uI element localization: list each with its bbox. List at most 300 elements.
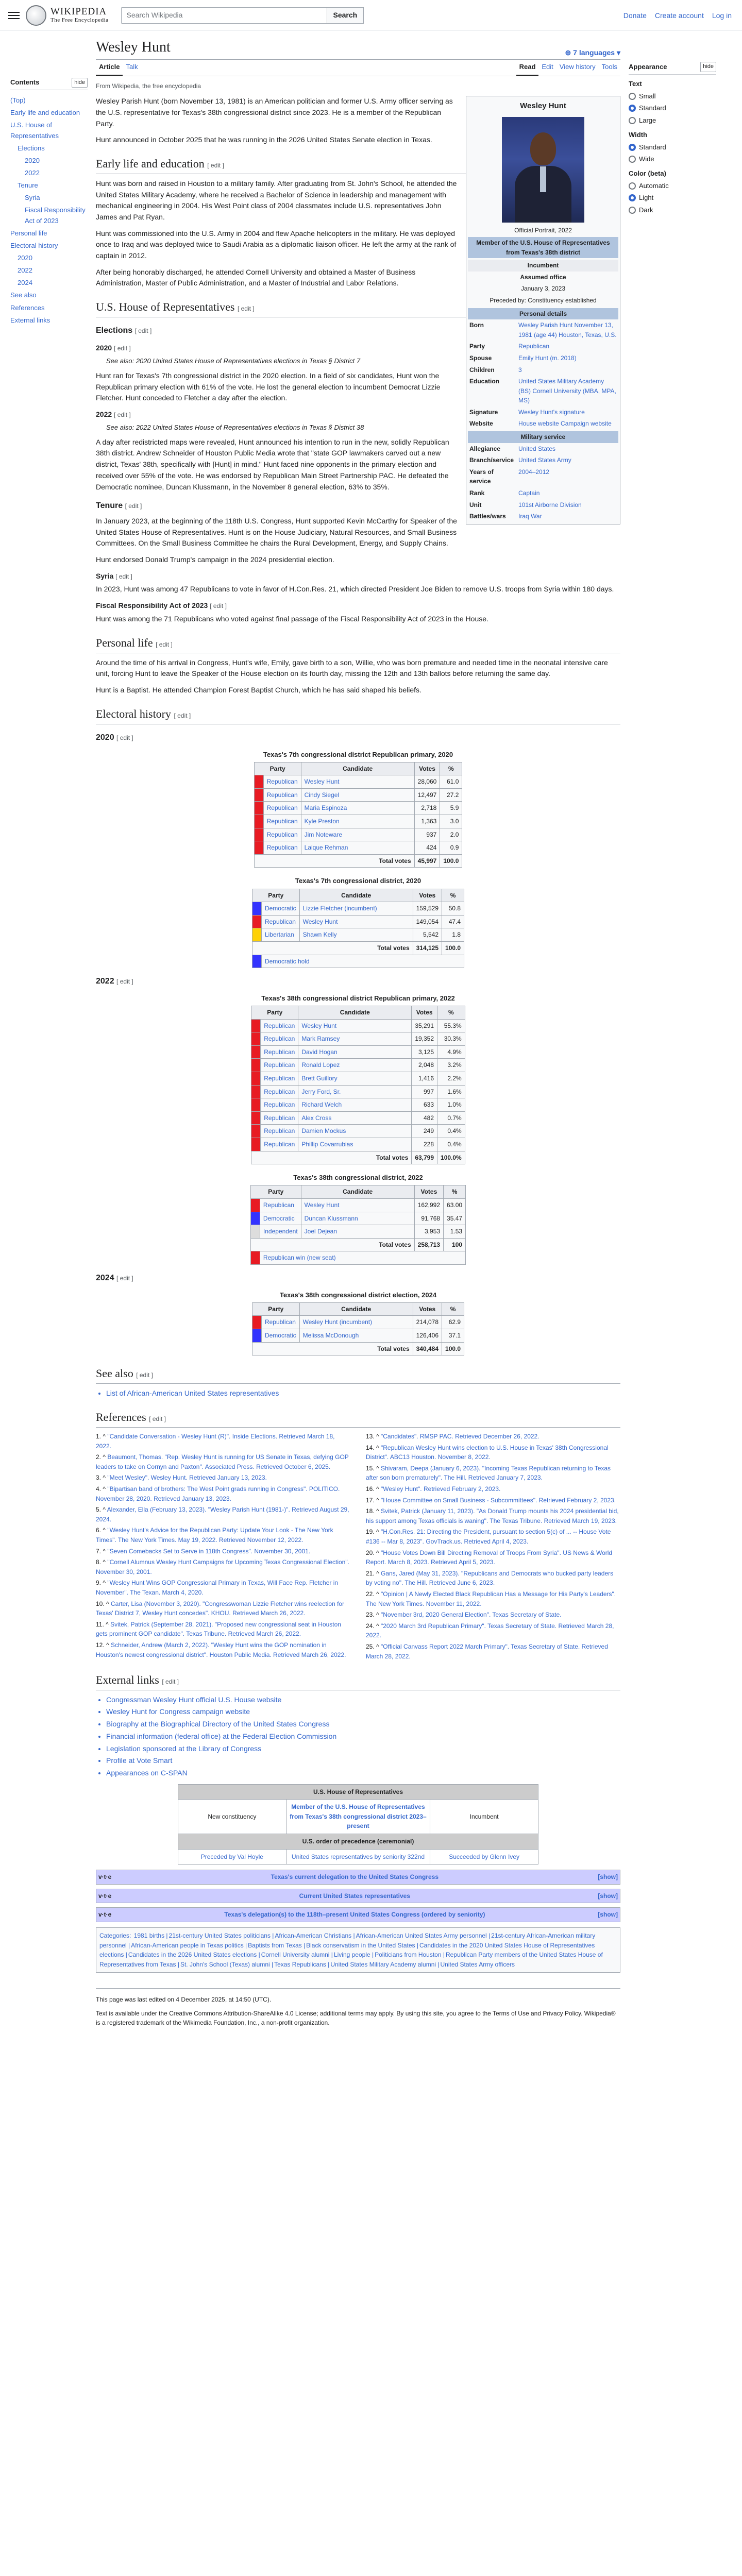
infobox-value[interactable]: Iraq War <box>518 513 542 520</box>
lead-paragraph-2: Hunt announced in October 2025 that he was running in the 2026 United States Senate election in Texas. <box>96 135 432 144</box>
user-link[interactable]: Create account <box>654 11 704 20</box>
category-link[interactable]: Texas Republicans | <box>274 1960 330 1968</box>
infobox-value[interactable]: Wesley Hunt's signature <box>518 408 585 416</box>
appearance-option[interactable] <box>629 103 716 113</box>
edit-link[interactable]: [ edit ] <box>207 161 224 169</box>
tab-tools[interactable]: Tools <box>601 63 617 71</box>
toc-item[interactable]: Tenure <box>18 181 38 190</box>
candidate-cell[interactable]: Wesley Hunt <box>301 775 414 789</box>
infobox-row <box>468 487 618 499</box>
edit-link[interactable]: [ edit ] <box>149 1415 166 1422</box>
candidate-cell[interactable]: Phillip Covarrubias <box>298 1138 412 1151</box>
infobox-value[interactable]: House website Campaign website <box>518 420 612 428</box>
percent-cell: 61.0 <box>440 775 462 789</box>
party-cell[interactable]: Republican <box>261 1019 298 1032</box>
percent-cell: 0.9 <box>440 841 462 855</box>
hatnote[interactable]: See also: 2020 United States House of Representatives elections in Texas § District 7 <box>106 357 361 365</box>
appearance-option[interactable] <box>629 115 716 126</box>
reference-number: 2. ^ <box>96 1453 108 1461</box>
reference-number: 24. ^ <box>366 1622 381 1630</box>
table-row <box>252 1329 464 1343</box>
toc-item[interactable]: (Top) <box>10 96 26 105</box>
edit-link[interactable]: [ edit ] <box>114 411 131 418</box>
external-link[interactable]: • Financial information (federal office) at the Federal Election Commission <box>106 1731 620 1742</box>
party-cell[interactable]: Republican <box>261 1085 298 1098</box>
table-row <box>250 1225 465 1239</box>
table-row <box>251 1085 465 1098</box>
candidate-cell[interactable]: Melissa McDonough <box>299 1329 413 1343</box>
party-cell[interactable]: Republican <box>261 1125 298 1138</box>
party-color-swatch <box>254 788 263 802</box>
edit-link[interactable]: [ edit ] <box>116 978 133 986</box>
infobox-value[interactable]: United States Army <box>518 456 571 464</box>
hold-label[interactable]: Republican win (new seat) <box>260 1251 465 1265</box>
precedence-next[interactable]: Succeeded by Glenn Ivey <box>430 1849 538 1865</box>
candidate-cell[interactable]: Laique Rehman <box>301 841 414 855</box>
party-cell[interactable]: Republican <box>260 1198 301 1212</box>
party-cell[interactable]: Democratic <box>261 902 299 916</box>
votes-cell: 3,125 <box>412 1045 437 1059</box>
edit-link[interactable]: [ edit ] <box>162 1677 179 1685</box>
personal-paragraph: Hunt is a Baptist. He attended Champion Forest Baptist Church, which he has said shaped his beliefs. <box>96 685 421 694</box>
hold-row <box>252 955 464 968</box>
candidate-cell[interactable]: Shawn Kelly <box>299 928 413 942</box>
infobox-value[interactable]: 101st Airborne Division <box>518 501 582 509</box>
edit-link[interactable]: [ edit ] <box>210 602 227 610</box>
page-title: Wesley Hunt <box>96 39 171 55</box>
reference-text[interactable]: "Seven Comebacks Set to Serve in 118th Congress". November 30, 2001. <box>107 1547 311 1555</box>
votes-cell: 249 <box>412 1125 437 1138</box>
edit-link[interactable]: [ edit ] <box>116 1274 133 1282</box>
tab-read[interactable]: Read <box>516 60 539 75</box>
infobox-value[interactable]: Republican <box>518 343 550 350</box>
reference-number: 22. ^ <box>366 1590 381 1598</box>
section-references: References [ edit ] <box>96 1409 620 1428</box>
reference-text[interactable]: "Candidates". RMSP PAC. Retrieved December 26, 2022. <box>380 1433 539 1440</box>
infobox-row <box>468 466 618 487</box>
category-link[interactable]: Politicians from Houston | <box>375 1951 445 1959</box>
category-link[interactable]: Candidates in the 2026 United States elections | <box>128 1951 260 1959</box>
infobox-value[interactable]: United States <box>518 445 556 452</box>
candidate-cell[interactable]: Duncan Klussmann <box>301 1212 414 1225</box>
reference-number: 20. ^ <box>366 1549 381 1556</box>
category-link[interactable]: African-American Christians | <box>275 1931 355 1939</box>
radio-icon[interactable] <box>629 93 636 100</box>
reference-text[interactable]: "Candidate Conversation - Wesley Hunt (R)". Inside Elections. Retrieved March 18, 2022. <box>96 1433 335 1450</box>
table-row <box>251 1072 465 1086</box>
reference-number: 11. ^ <box>96 1620 111 1628</box>
percent-cell: 1.53 <box>444 1225 466 1239</box>
categories-label[interactable]: Categories: <box>99 1931 133 1939</box>
category-link[interactable]: 21st-century African-American military personnel | <box>99 1931 596 1949</box>
appearance-option[interactable] <box>629 142 716 152</box>
navbox-title[interactable]: Texas's delegation(s) to the 118th–present United States Congress (ordered by seniority) <box>224 1911 485 1919</box>
edit-link[interactable]: [ edit ] <box>237 305 255 313</box>
portrait-image[interactable] <box>502 117 584 223</box>
percent-cell: 37.1 <box>442 1329 464 1343</box>
votes-cell: 126,406 <box>413 1329 442 1343</box>
table-row <box>251 1098 465 1112</box>
reference-text[interactable]: Schneider, Andrew (March 2, 2022). "Wesley Hunt wins the GOP nomination in Houston's newest congressional district". Houston Public Media. Retrieved March 26, 2022. <box>96 1641 346 1658</box>
heading-electoral-2020: 2020 [ edit ] <box>96 733 133 742</box>
party-cell[interactable]: Republican <box>261 1138 298 1151</box>
table-row <box>251 1125 465 1138</box>
see-also-link[interactable]: • List of African-American United States representatives <box>106 1388 620 1399</box>
category-link[interactable]: 1981 births | <box>133 1931 168 1939</box>
reference-text[interactable]: "Meet Wesley". Wesley Hunt. Retrieved January 13, 2023. <box>107 1474 267 1482</box>
total-row <box>251 1151 465 1164</box>
appearance-option[interactable] <box>629 205 716 215</box>
column-header: Candidate <box>301 1185 414 1199</box>
category-link[interactable]: Living people | <box>333 1951 374 1959</box>
toc-item[interactable]: See also <box>10 291 37 299</box>
candidate-cell[interactable]: Mark Ramsey <box>298 1032 412 1046</box>
candidate-cell[interactable]: Maria Espinoza <box>301 802 414 815</box>
column-header: Votes <box>414 1185 443 1199</box>
reference-number: 9. ^ <box>96 1579 108 1587</box>
appearance-title: Appearance <box>629 63 667 71</box>
radio-icon[interactable] <box>629 105 636 112</box>
infobox-value[interactable]: Emily Hunt (m. 2018) <box>518 354 577 362</box>
election-table <box>252 874 464 968</box>
party-cell[interactable]: Republican <box>261 1098 298 1112</box>
party-cell[interactable]: Democratic <box>261 1329 299 1343</box>
edit-link[interactable]: [ edit ] <box>134 327 152 335</box>
candidate-cell[interactable]: Wesley Hunt <box>299 915 413 928</box>
radio-icon[interactable] <box>629 194 636 201</box>
election-title: Texas's 7th congressional district Republican primary, 2020 <box>263 750 453 758</box>
total-label: Total votes <box>254 854 414 868</box>
reference-text[interactable]: "Republican Wesley Hunt wins election to U.S. House in Texas' 38th Congressional District". ABC13 Houston. November 8, 2022. <box>366 1444 609 1461</box>
toc-item[interactable]: Elections <box>18 144 45 152</box>
party-color-swatch <box>252 955 261 968</box>
globe-icon <box>26 5 46 26</box>
toc-item[interactable]: 2020 <box>25 156 40 164</box>
precedence-rank[interactable]: United States representatives by seniority 322nd <box>286 1849 430 1865</box>
reference-item <box>366 1432 620 1442</box>
party-cell[interactable]: Independent <box>260 1225 301 1239</box>
election-table <box>252 1288 464 1356</box>
infobox-label: Unit <box>469 501 482 509</box>
reference-number: 25. ^ <box>366 1642 381 1650</box>
party-cell[interactable]: Republican <box>261 1045 298 1059</box>
reference-item <box>96 1505 350 1524</box>
election-title: Texas's 38th congressional district Republican primary, 2022 <box>261 994 455 1002</box>
party-color-swatch <box>250 1212 260 1225</box>
subsection-elections: Elections [ edit ] <box>96 326 152 335</box>
party-color-swatch <box>251 1019 261 1032</box>
candidate-cell[interactable]: Wesley Hunt <box>301 1198 414 1212</box>
reference-text[interactable]: Alexander, Ella (February 13, 2023). "Wesley Parish Hunt (1981-)". Retrieved August 29, 2024. <box>96 1506 349 1523</box>
infobox-row <box>468 443 618 455</box>
radio-icon[interactable] <box>629 156 636 163</box>
category-link[interactable]: 21st-century United States politicians | <box>168 1931 274 1939</box>
reference-text[interactable]: "House Votes Down Bill Directing Removal of Troops From Syria". US News & World Report. March 8, 2023. Retrieved April 5, 2023. <box>366 1549 613 1566</box>
toc-item[interactable]: Early life and education <box>10 109 80 117</box>
toc-item[interactable]: 2020 <box>18 253 32 262</box>
party-color-swatch <box>252 915 261 928</box>
toc-item[interactable]: Syria <box>25 194 40 202</box>
toc-item[interactable]: External links <box>10 316 50 324</box>
navbox-show-button[interactable]: [show] <box>598 1892 618 1900</box>
edit-link[interactable]: [ edit ] <box>116 734 133 741</box>
total-votes: 314,125 <box>413 941 442 955</box>
infobox-value[interactable]: Wesley Parish Hunt November 13, 1981 (age 44) Houston, Texas, U.S. <box>518 321 617 338</box>
party-cell[interactable]: Republican <box>263 802 301 815</box>
radio-icon[interactable] <box>629 144 636 151</box>
category-link[interactable]: Republican Party members of the United States House of Representatives from Texas | <box>99 1951 603 1968</box>
heading-electoral-2022: 2022 [ edit ] <box>96 977 133 986</box>
infobox-label: Branch/service <box>469 456 514 464</box>
candidate-cell[interactable]: Ronald Lopez <box>298 1059 412 1072</box>
reference-number: 1. ^ <box>96 1433 108 1440</box>
category-link[interactable]: Black conservatism in the United States | <box>306 1941 418 1949</box>
reference-text[interactable]: "Opinion | A Newly Elected Black Republican Has a Message for His Party's Leaders". The New York Times. November 11, 2022. <box>366 1590 616 1607</box>
reference-text[interactable]: Svitek, Patrick (January 11, 2023). "As Donald Trump mounts his 2024 presidential bid, his support among Texas officials is waning". The Texas Tribune. Retrieved March 19, 2023. <box>366 1507 619 1524</box>
navbox-title[interactable]: Current United States representatives <box>299 1892 411 1900</box>
hold-row <box>250 1251 465 1265</box>
category-link[interactable]: African-American people in Texas politics | <box>131 1941 247 1949</box>
user-link[interactable]: Log in <box>712 11 732 20</box>
appearance-option[interactable] <box>629 193 716 203</box>
votes-cell: 5,542 <box>413 928 442 942</box>
party-cell[interactable]: Libertarian <box>261 928 299 942</box>
reference-text[interactable]: "House Committee on Small Business - Subcommittees". Retrieved February 2, 2023. <box>380 1496 616 1504</box>
edit-link[interactable]: [ edit ] <box>136 1371 153 1379</box>
column-header: % <box>442 1302 464 1316</box>
candidate-cell[interactable]: David Hogan <box>298 1045 412 1059</box>
party-cell[interactable]: Republican <box>263 828 301 841</box>
reference-text[interactable]: "Wesley Hunt's Advice for the Republican Party: Update Your Look - The New York Times". The New York Times. May 19, 2022. Retrieved November 12, 2022. <box>96 1527 333 1544</box>
reference-text[interactable]: "Wesley Hunt". Retrieved February 2, 2023. <box>380 1485 501 1493</box>
toc-item[interactable]: 2022 <box>18 266 32 275</box>
succession-office[interactable]: Member of the U.S. House of Representatives from Texas's 38th congressional district 2023–present <box>286 1800 430 1834</box>
total-row <box>252 1342 464 1355</box>
toc-hide-button[interactable]: hide <box>72 78 88 88</box>
candidate-cell[interactable]: Alex Cross <box>298 1111 412 1125</box>
column-header: Party <box>252 1302 299 1316</box>
total-label: Total votes <box>252 1342 413 1355</box>
appearance-hide-button[interactable]: hide <box>700 62 716 72</box>
reference-item <box>96 1452 350 1471</box>
candidate-cell[interactable]: Damien Mockus <box>298 1125 412 1138</box>
category-link[interactable]: United States Military Academy alumni | <box>330 1960 440 1968</box>
party-cell[interactable]: Republican <box>263 815 301 828</box>
precedence-prev[interactable]: Preceded by Val Hoyle <box>178 1849 286 1865</box>
external-link[interactable]: • Profile at Vote Smart <box>106 1755 620 1767</box>
percent-cell: 1.0% <box>437 1098 465 1112</box>
infobox-row <box>468 319 618 341</box>
edit-link[interactable]: [ edit ] <box>114 345 131 352</box>
toc-item[interactable]: Fiscal Responsibility Act of 2023 <box>25 206 86 225</box>
appearance-option[interactable] <box>629 154 716 164</box>
reference-item <box>96 1640 350 1659</box>
toc-item[interactable]: 2022 <box>25 168 40 177</box>
column-header: Candidate <box>301 762 414 775</box>
radio-icon[interactable] <box>629 207 636 214</box>
edit-link[interactable]: [ edit ] <box>115 572 132 580</box>
reference-number: 13. ^ <box>366 1433 381 1440</box>
reference-text[interactable]: "Wesley Hunt Wins GOP Congressional Primary in Texas, Will Face Rep. Fletcher in November". The Texan. March 4, 2020. <box>96 1579 339 1596</box>
party-color-swatch <box>252 928 261 942</box>
party-cell[interactable]: Republican <box>261 1059 298 1072</box>
reference-text[interactable]: "November 3rd, 2020 General Election". Texas Secretary of State. <box>380 1611 562 1619</box>
percent-cell: 55.3% <box>437 1019 465 1032</box>
category-link[interactable]: Baptists from Texas | <box>248 1941 306 1949</box>
infobox-value[interactable]: 2004–2012 <box>518 468 550 476</box>
party-cell[interactable]: Republican <box>261 1111 298 1125</box>
votes-cell: 35,291 <box>412 1019 437 1032</box>
personal-details-header: Personal details <box>468 308 618 320</box>
reference-text[interactable]: Gans, Jared (May 31, 2023). "Republicans and Democrats who bucked party leaders by voting no". The Hill. Retrieved June 6, 2023. <box>366 1569 614 1587</box>
category-link[interactable]: African-American United States Army personnel | <box>356 1931 491 1939</box>
percent-cell: 2.0 <box>440 828 462 841</box>
wikipedia-logo[interactable] <box>26 5 109 26</box>
candidate-cell[interactable]: Jerry Ford, Sr. <box>298 1085 412 1098</box>
reference-number: 21. ^ <box>366 1569 381 1577</box>
party-cell[interactable]: Democratic <box>260 1212 301 1225</box>
navbox-vte: v·t·e <box>98 1911 112 1919</box>
party-cell[interactable]: Republican <box>261 1316 299 1329</box>
category-link[interactable]: Cornell University alumni | <box>261 1951 333 1959</box>
radio-icon[interactable] <box>629 117 636 124</box>
reference-text[interactable]: Carter, Lisa (November 3, 2020). "Congresswoman Lizzie Fletcher wins reelection for Texas' District 7, Wesley Hunt concedes". KHOU. Retrieved March 26, 2022. <box>96 1600 345 1617</box>
main-menu-icon[interactable] <box>8 10 20 21</box>
table-row <box>252 915 464 928</box>
table-header-row <box>254 762 462 775</box>
party-cell[interactable]: Republican <box>263 775 301 789</box>
party-cell[interactable]: Republican <box>263 841 301 855</box>
edit-link[interactable]: [ edit ] <box>174 711 191 719</box>
party-color-swatch <box>252 1329 261 1343</box>
election-table <box>251 991 465 1164</box>
party-cell[interactable]: Republican <box>263 788 301 802</box>
reference-text[interactable]: Svitek, Patrick (September 28, 2021). "Proposed new congressional seat in Houston gets prominent GOP candidate". Texas Tribune. Retrieved March 26, 2022. <box>96 1620 341 1638</box>
appearance-option[interactable] <box>629 91 716 101</box>
candidate-cell[interactable]: Richard Welch <box>298 1098 412 1112</box>
tab-talk[interactable]: Talk <box>126 63 138 71</box>
percent-cell: 1.6% <box>437 1085 465 1098</box>
candidate-cell[interactable]: Joel Dejean <box>301 1225 414 1239</box>
edit-link[interactable]: [ edit ] <box>125 502 142 510</box>
table-header-row <box>251 1006 465 1020</box>
infobox-label: Allegiance <box>469 445 501 452</box>
search-button[interactable]: Search <box>327 7 364 24</box>
option-label: Standard <box>639 143 666 151</box>
reference-item <box>366 1506 620 1526</box>
column-header: Candidate <box>299 1302 413 1316</box>
candidate-cell[interactable]: Wesley Hunt <box>298 1019 412 1032</box>
candidate-cell[interactable]: Jim Noteware <box>301 828 414 841</box>
reference-item <box>366 1464 620 1483</box>
party-color-swatch <box>251 1085 261 1098</box>
reference-number: 6. ^ <box>96 1527 108 1534</box>
party-cell[interactable]: Republican <box>261 915 299 928</box>
candidate-cell[interactable]: Kyle Preston <box>301 815 414 828</box>
succeeded-by: Incumbent <box>430 1800 538 1834</box>
column-header: Votes <box>413 889 442 902</box>
navbox-show-button[interactable]: [show] <box>598 1873 618 1881</box>
navbox-show-button[interactable]: [show] <box>598 1911 618 1919</box>
reference-item <box>366 1569 620 1588</box>
reference-text[interactable]: "Bipartisan band of brothers: The West Point grads running in Congress". POLITICO. November 28, 2020. Retrieved January 13, 2023. <box>96 1485 340 1502</box>
navbox-title[interactable]: Texas's current delegation to the United States Congress <box>271 1873 439 1881</box>
candidate-cell[interactable]: Lizzie Fletcher (incumbent) <box>299 902 413 916</box>
infobox-value[interactable]: United States Military Academy (BS) Cornell University (MBA, MPA, MS) <box>518 378 616 404</box>
infobox-value[interactable]: Captain <box>518 489 540 497</box>
infobox-row <box>468 376 618 406</box>
reference-text[interactable]: "Cornell Alumnus Wesley Hunt Campaigns for Upcoming Texas Congressional Election". November 30, 2001. <box>96 1558 349 1575</box>
search-input[interactable]: Search Wikipedia <box>121 7 327 24</box>
appearance-option[interactable] <box>629 181 716 191</box>
toc-item[interactable]: References <box>10 303 45 312</box>
total-votes: 340,484 <box>413 1342 442 1355</box>
candidate-cell[interactable]: Wesley Hunt (incumbent) <box>299 1316 413 1329</box>
external-link[interactable]: • Wesley Hunt for Congress campaign website <box>106 1706 620 1718</box>
votes-cell: 633 <box>412 1098 437 1112</box>
category-link[interactable]: St. John's School (Texas) alumni | <box>180 1960 274 1968</box>
candidate-cell[interactable]: Brett Guillory <box>298 1072 412 1086</box>
user-link[interactable]: Donate <box>623 11 647 20</box>
radio-icon[interactable] <box>629 182 636 190</box>
category-link[interactable]: Candidates in the 2020 United States House of Representatives elections | <box>99 1941 595 1959</box>
languages-button[interactable]: ⊕ 7 languages ▾ <box>565 48 620 57</box>
reference-text[interactable]: "2020 March 3rd Republican Primary". Texas Secretary of State. Retrieved March 28, 2022. <box>366 1622 614 1639</box>
hatnote[interactable]: See also: 2022 United States House of Representatives elections in Texas § District 38 <box>106 423 364 431</box>
table-row <box>251 1032 465 1046</box>
reference-text[interactable]: "Official Canvass Report 2022 March Primary". Texas Secretary of State. Retrieved March 28, 2022. <box>366 1642 608 1660</box>
infobox-office: Member of the U.S. House of Representatives from Texas's 38th district <box>468 237 618 258</box>
party-cell[interactable]: Republican <box>261 1032 298 1046</box>
hold-label[interactable]: Democratic hold <box>261 955 464 968</box>
heading-syria: Syria [ edit ] <box>96 571 132 580</box>
external-link[interactable]: • Biography at the Biographical Directory of the United States Congress <box>106 1719 620 1730</box>
toc-item[interactable]: 2024 <box>18 279 32 287</box>
percent-cell: 62.9 <box>442 1316 464 1329</box>
tagline-from: From Wikipedia, the free encyclopedia <box>96 82 201 90</box>
reference-item <box>366 1642 620 1661</box>
toc-item[interactable]: U.S. House of Representatives <box>10 121 59 140</box>
tab-article[interactable]: Article <box>96 60 123 75</box>
party-cell[interactable]: Republican <box>261 1072 298 1086</box>
reference-text[interactable]: "H.Con.Res. 21: Directing the President, pursuant to section 5(c) of ... -- House Vote #136 -- Mar 8, 2023". GovTrack.us. Retrieved April 4, 2023. <box>366 1528 611 1546</box>
user-links <box>623 10 732 22</box>
tab-view-history[interactable]: View history <box>559 63 596 71</box>
party-color-swatch <box>251 1032 261 1046</box>
category-link[interactable]: United States Army officers <box>440 1960 515 1968</box>
percent-cell: 3.2% <box>437 1059 465 1072</box>
edit-link[interactable]: [ edit ] <box>156 640 173 648</box>
external-link[interactable]: • Appearances on C-SPAN <box>106 1768 620 1779</box>
external-link[interactable]: • Congressman Wesley Hunt official U.S. House website <box>106 1694 620 1706</box>
syria-paragraph: In 2023, Hunt was among 47 Republicans to vote in favor of H.Con.Res. 21, which directed President Joe Biden to remove U.S. troops from Syria within 180 days. <box>96 585 614 594</box>
reference-text[interactable]: Beaumont, Thomas. "Rep. Wesley Hunt is running for US Senate in Texas, defying GOP leaders to take on Cornyn and Paxton". Associated Press. Retrieved October 6, 2025. <box>96 1453 349 1470</box>
toc-item[interactable]: Electoral history <box>10 241 58 249</box>
votes-cell: 997 <box>412 1085 437 1098</box>
tab-edit[interactable]: Edit <box>542 63 553 71</box>
reference-number: 4. ^ <box>96 1485 108 1493</box>
reference-text[interactable]: Shivaram, Deepa (January 6, 2023). "Incoming Texas Republican returning to Texas after son born prematurely". The Hill. Retrieved January 7, 2023. <box>366 1464 611 1482</box>
table-row <box>250 1198 465 1212</box>
external-link[interactable]: • Legislation sponsored at the Library of Congress <box>106 1743 620 1755</box>
candidate-cell[interactable]: Cindy Siegel <box>301 788 414 802</box>
toc-item[interactable]: Personal life <box>10 229 47 237</box>
infobox-value[interactable]: 3 <box>518 366 522 374</box>
lead-paragraph-1: Wesley Parish Hunt (born November 13, 1981) is an American politician and former U.S. Army officer serving as the U.S. representative for Texas's 38th congressional district since 2023. He is a member of the Republican Party. <box>96 97 453 128</box>
reference-number: 5. ^ <box>96 1506 107 1514</box>
percent-cell: 35.47 <box>444 1212 466 1225</box>
navbox-header <box>96 1889 620 1903</box>
